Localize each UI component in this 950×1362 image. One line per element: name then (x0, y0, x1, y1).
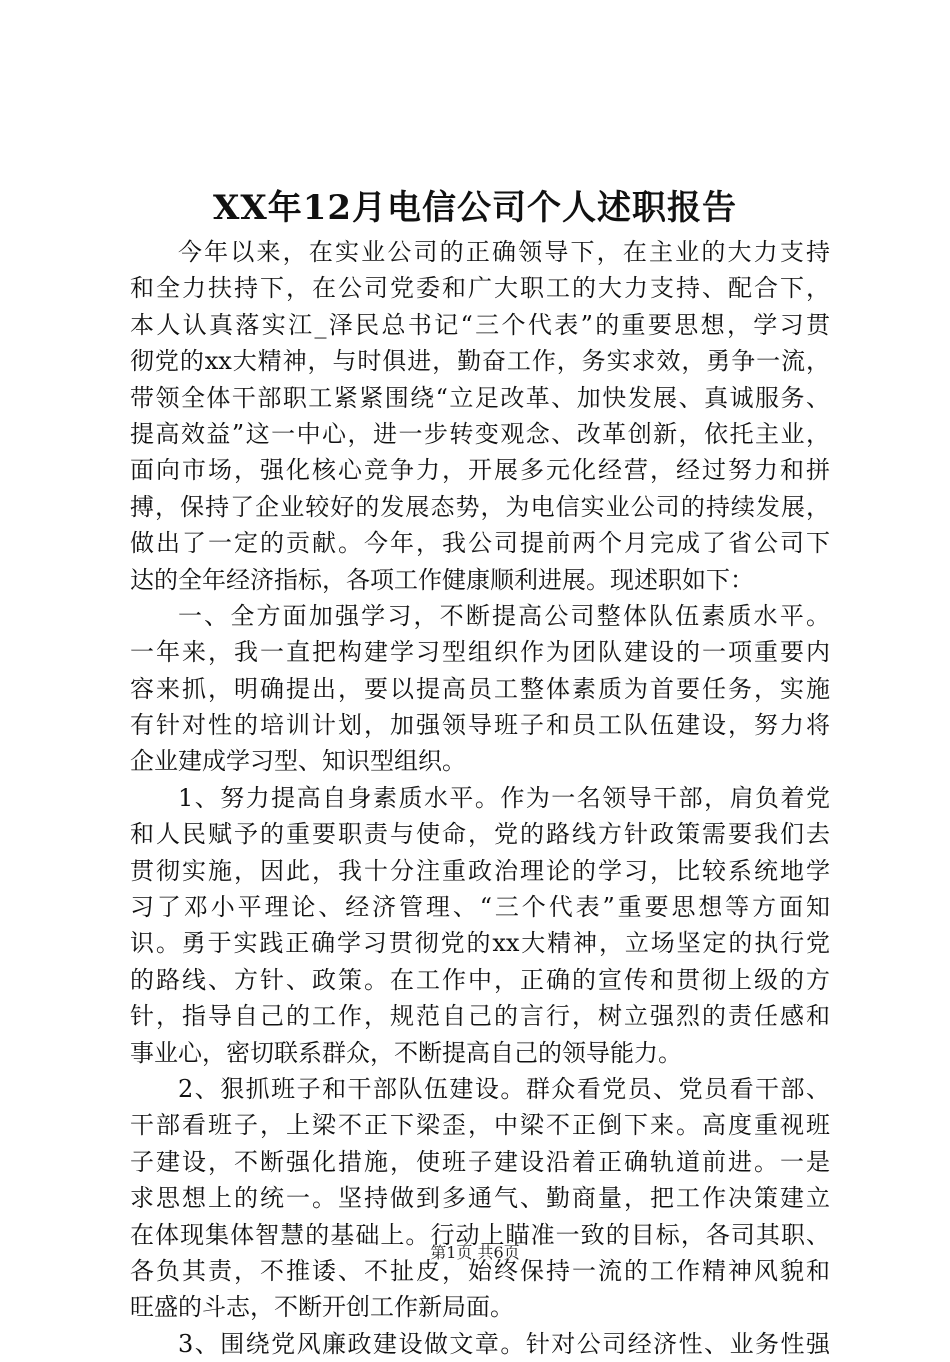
body-text-line: 的路线、方针、政策。在工作中，正确的宣传和贯彻上级的方 (130, 965, 830, 994)
body-text-line: 今年以来，在实业公司的正确领导下，在主业的大力支持 (178, 238, 830, 266)
document-body (130, 234, 830, 1362)
body-text-line: 一、全方面加强学习，不断提高公司整体队伍素质水平。 (178, 601, 830, 630)
body-text-line: 搏，保持了企业较好的发展态势，为电信实业公司的持续发展， (130, 492, 830, 521)
body-text-line: 求思想上的统一。坚持做到多通气、勤商量，把工作决策建立 (130, 1184, 830, 1213)
body-text-line: 针，指导自己的工作，规范自己的言行，树立强烈的责任感和 (130, 1002, 830, 1031)
body-text-line: 彻党的xx大精神，与时俱进，勤奋工作，务实求效，勇争一流， (130, 347, 830, 376)
body-text-line: 事业心，密切联系群众，不断提高自己的领导能力。 (130, 1038, 682, 1067)
body-text-line: 2、狠抓班子和干部队伍建设。群众看党员、党员看干部、 (178, 1074, 830, 1103)
body-text-line: 和全力扶持下，在公司党委和广大职工的大力支持、配合下， (130, 274, 830, 303)
body-text-line: 习了邓小平理论、经济管理、“三个代表”重要思想等方面知 (130, 893, 830, 922)
body-text-line: 带领全体干部职工紧紧围绕“立足改革、加快发展、真诚服务、 (130, 383, 830, 412)
body-text-line: 各负其责，不推诿、不扯皮，始终保持一流的工作精神风貌和 (130, 1256, 830, 1285)
body-text-line: 面向市场，强化核心竞争力，开展多元化经营，经过努力和拼 (130, 456, 830, 485)
body-text-line: 企业建成学习型、知识型组织。 (130, 747, 466, 776)
body-text-line: 3、围绕党风廉政建设做文章。针对公司经济性、业务性强 (178, 1329, 830, 1358)
body-text-line: 在体现集体智慧的基础上。行动上瞄准一致的目标，各司其职、 (130, 1220, 830, 1249)
body-text-line: 子建设，不断强化措施，使班子建设沿着正确轨道前进。一是 (130, 1147, 830, 1176)
body-text-line: 识。勇于实践正确学习贯彻党的xx大精神，立场坚定的执行党 (130, 929, 830, 958)
body-text-line: 提高效益”这一中心，进一步转变观念、改革创新，依托主业， (130, 419, 830, 448)
page-footer: 第1页 共6页 (430, 1243, 520, 1262)
body-text-line: 容来抓，明确提出，要以提高员工整体素质为首要任务，实施 (130, 674, 830, 703)
body-text-line: 1、努力提高自身素质水平。作为一名领导干部，肩负着党 (178, 783, 830, 812)
body-text-line: 干部看班子，上梁不正下梁歪，中梁不正倒下来。高度重视班 (130, 1111, 830, 1140)
body-text-line: 旺盛的斗志，不断开创工作新局面。 (130, 1293, 514, 1322)
body-text-line: 贯彻实施，因此，我十分注重政治理论的学习，比较系统地学 (130, 856, 830, 885)
document-title: XX年12月电信公司个人述职报告 (212, 188, 738, 228)
body-text-line: 有针对性的培训计划，加强领导班子和员工队伍建设，努力将 (130, 711, 830, 740)
body-text-line: 本人认真落实江_泽民总书记“三个代表”的重要思想，学习贯 (130, 310, 830, 339)
body-text-line: 达的全年经济指标，各项工作健康顺利进展。现述职如下： (130, 565, 754, 594)
body-text-line: 和人民赋予的重要职责与使命，党的路线方针政策需要我们去 (130, 820, 830, 849)
body-text-line: 做出了一定的贡献。今年，我公司提前两个月完成了省公司下 (130, 529, 830, 558)
body-text-line: 一年来，我一直把构建学习型组织作为团队建设的一项重要内 (130, 638, 830, 667)
